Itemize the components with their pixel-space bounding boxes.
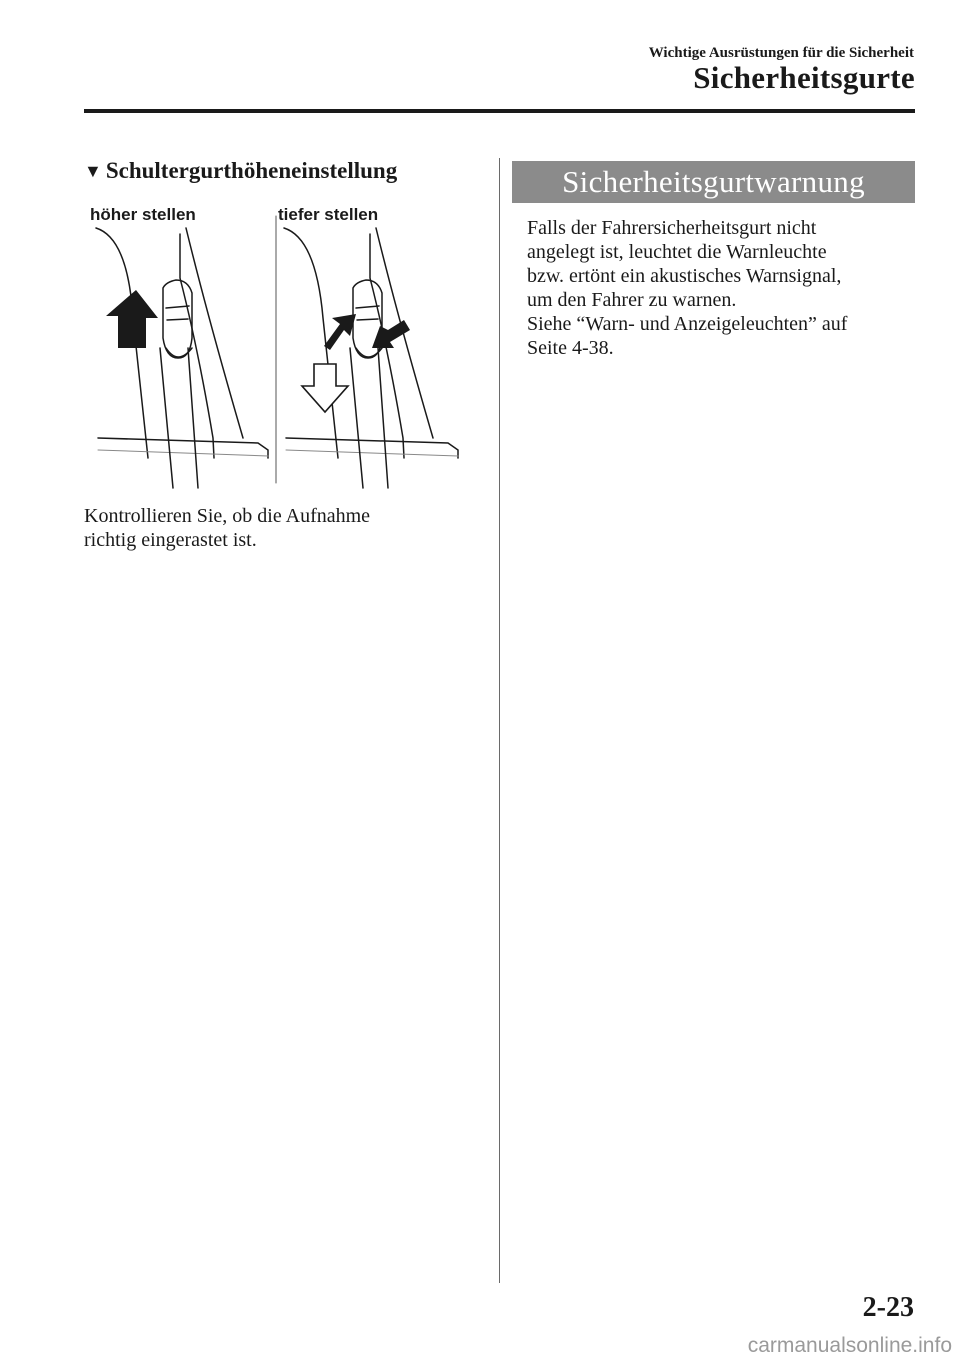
press-left-arrow-icon (324, 314, 356, 350)
section-title-banner: Sicherheitsgurtwarnung (512, 161, 915, 203)
arrow-up-icon (106, 290, 158, 348)
text-line: Seite 4-38. (527, 337, 614, 359)
text-line: richtig eingerastet ist. (84, 529, 257, 551)
text-line: Falls der Fahrersicherheitsgurt nicht (527, 217, 817, 239)
column-divider (499, 158, 500, 1283)
left-paragraph (84, 504, 370, 552)
arrow-down-icon (302, 364, 348, 412)
text-line: bzw. ertönt ein akustisches Warnsignal, (527, 265, 842, 287)
label-raise: höher stellen (90, 205, 196, 224)
watermark: carmanualsonline.info (747, 1334, 952, 1357)
subsection-heading (84, 158, 397, 184)
label-lower: tiefer stellen (278, 205, 379, 224)
subsection-heading-text: Schultergurthöheneinstellung (105, 158, 398, 183)
text-line: um den Fahrer zu warnen. (527, 289, 737, 311)
text-line: Siehe “Warn- und Anzeigeleuchten” auf (527, 313, 848, 335)
chapter-title: Wichtige Ausrüstungen für die Sicherheit (648, 45, 914, 61)
shoulder-belt-height-figure (88, 198, 468, 490)
right-paragraph (527, 216, 847, 360)
belt-adjust-illustration (88, 198, 468, 490)
text-line: angelegt ist, leuchtet die Warnleuchte (527, 241, 827, 263)
triangle-marker-icon: ▼ (84, 160, 102, 181)
section-header-title: Sicherheitsgurte (693, 60, 915, 95)
text-line: Kontrollieren Sie, ob die Aufnahme (84, 505, 371, 527)
page-number: 2-23 (862, 1292, 914, 1323)
header-rule (84, 109, 915, 113)
